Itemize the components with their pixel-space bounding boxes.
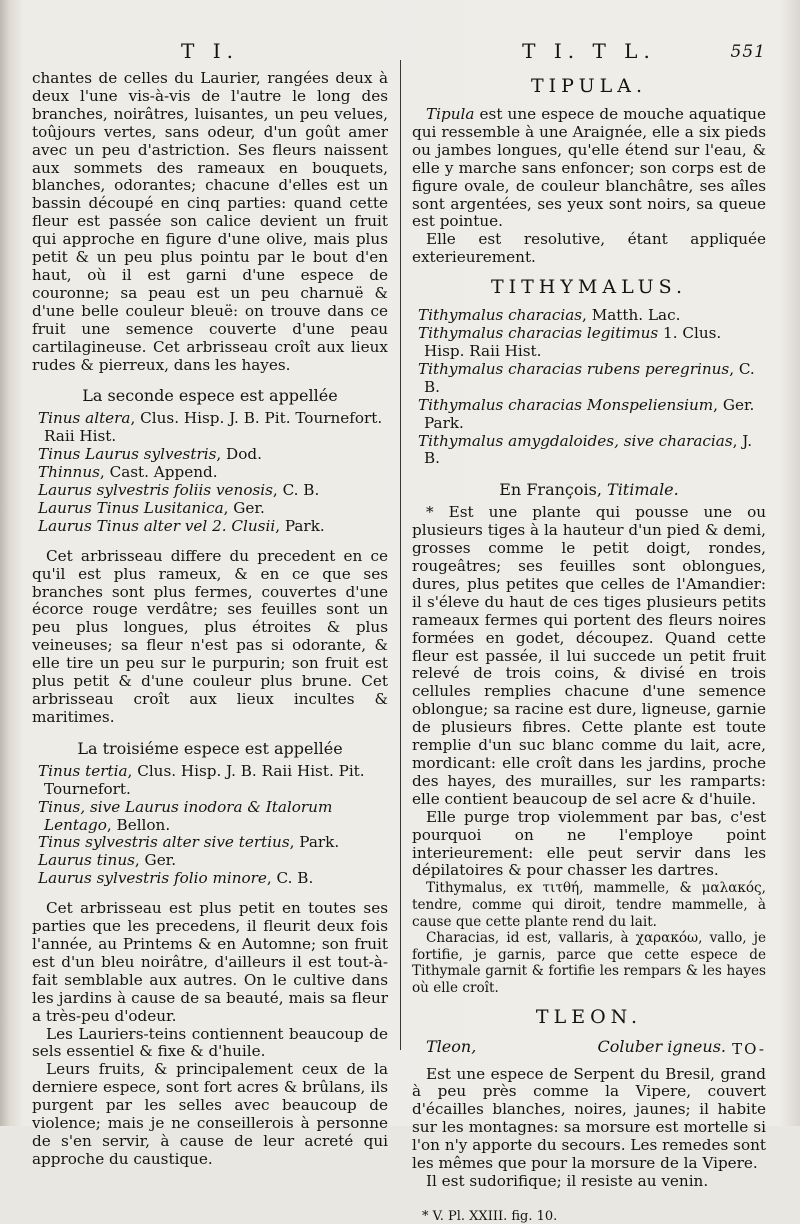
synonym-line: Laurus tinus, Ger. <box>38 851 177 870</box>
tithymalus-synonyms <box>412 307 766 468</box>
tithymalus-etymology-2: Characias, id est, vallaris, à χαρακόω, vallo, je fortifie, je garnis, parce que cette espece de Tithymale garnit & fortifie les rempars & les hayes où elle croît. <box>412 930 766 996</box>
left-column <box>32 36 388 1169</box>
synonym-line: Laurus sylvestris foliis venosis, C. B. <box>38 481 320 500</box>
synonym-list-1 <box>32 410 388 535</box>
heading-tleon: TLEON. <box>535 1005 643 1028</box>
footnote: * V. Pl. XXIII. fig. 10. <box>422 1208 558 1224</box>
tithymalus-paragraph-2: Elle purge trop violemment par bas, c'est pourquoi on ne l'employe point interieurement: elle peut servir dans les dépilatoires & pour chasser les dartres. <box>412 807 766 880</box>
synonym-line: Thinnus, Cast. Append. <box>38 463 218 482</box>
synonym-list-2 <box>32 763 388 888</box>
left-paragraph-4: Les Lauriers-teins contiennent beaucoup de sels essentiel & fixe & d'huile. <box>32 1024 388 1061</box>
tleon-latin: Coluber igneus. <box>597 1036 726 1056</box>
synonym-line: Laurus Tinus alter vel 2. Clusii, Park. <box>38 516 325 535</box>
catchword: TO- <box>732 1040 766 1058</box>
left-paragraph-2: Cet arbrisseau differe du precedent en ce qu'il est plus rameux, & en ce que ses branches sont plus fermes, couvertes d'une écorce rouge verdâtre; ses feuilles sont un peu plus longues, plus étroites & plus veineuses; sa fleur n'est pas si odorante, & elle tire un peu sur le purpurin; son fruit est plus petit & d'une couleur plus brune. Cet arbrisseau croît aux lieux incultes & maritimes. <box>32 546 388 726</box>
tipula-paragraph-2: Elle est resolutive, étant appliquée exterieurement. <box>412 230 766 267</box>
synonym-line: Tithymalus characias legitimus 1. Clus. Hisp. Raii Hist. <box>418 324 722 360</box>
left-paragraph-5: Leurs fruits, & principalement ceux de la derniere espece, sont fort acres & brûlans, ils purgent par les selles avec beaucoup de violence; mais je ne conseillerois à personne de s'en servir, à cause de leur acreté qui approche du caustique. <box>32 1060 388 1168</box>
right-running-head: T I. T L. <box>522 39 656 63</box>
synonym-line: Laurus Tinus Lusitanica, Ger. <box>38 498 265 517</box>
synonym-line: Tithymalus characias rubens peregrinus, C. B. <box>418 359 755 396</box>
column-rule <box>400 60 401 1050</box>
subheading-third-species: La troisiéme espece est appellée <box>77 738 343 758</box>
tleon-names <box>412 1037 766 1056</box>
heading-tipula: TIPULA. <box>530 75 648 97</box>
left-running-head: T I. <box>181 39 239 63</box>
synonym-line: Tithymalus characias Monspeliensium, Ger. Park. <box>418 395 755 432</box>
synonym-line: Tinus altera, Clus. Hisp. J. B. Pit. Tournefort. Raii Hist. <box>38 409 383 446</box>
synonym-line: Laurus sylvestris folio minore, C. B. <box>38 869 314 888</box>
synonym-line: Tinus tertia, Clus. Hisp. J. B. Raii Hist. Pit. Tournefort. <box>38 761 365 798</box>
french-name-line: En François, Titimale. <box>499 480 679 500</box>
page-number: 551 <box>730 42 766 62</box>
tleon-name: Tleon, <box>426 1036 477 1056</box>
right-column <box>412 36 766 1224</box>
heading-tithymalus: TITHYMALUS. <box>490 276 688 299</box>
subheading-second-species: La seconde espece est appellée <box>82 386 338 406</box>
tithymalus-etymology-1: Tithymalus, ex τιτθή, mammelle, & μαλακός, tendre, comme qui diroit, tendre mammelle, à cause que cette plante rend du lait. <box>412 880 766 930</box>
tleon-paragraph-1: Est une espece de Serpent du Bresil, grand à peu près comme la Vipere, couvert d'écailles blanches, noires, jaunes; il habite sur les montagnes: sa morsure est mortelle si l'on n'y apporte du secours. Les remedes sont les mêmes que pour la morsure de la Vipere. <box>412 1064 766 1173</box>
left-paragraph-1: chantes de celles du Laurier, rangées deux à deux l'une vis-à-vis de l'autre le long des branches, noirâtres, luisantes, un peu velues, toûjours vertes, sans odeur, d'un goût amer avec un peu d'astriction. Ses fleurs naissent aux sommets des rameaux en bouquets, blanches, odorantes; chacune d'elles est un bassin découpé en cinq parties: quand cette fleur est passée son calice devient un fruit qui approche en figure d'une olive, mais plus petit & un peu plus pointu par le bout d'en haut, où il est garni d'une espece de couronne; sa peau est un peu charnuë & d'une belle couleur bleuë: on trouve dans ce fruit une semence couverte d'une peau cartilagineuse. Cet arbrisseau croît aux lieux rudes & pierreux, dans les hayes. <box>32 69 388 374</box>
synonym-line: Tinus sylvestris alter sive tertius, Park. <box>38 833 340 852</box>
tipula-term: Tipula <box>426 105 475 123</box>
tipula-paragraph-1: Tipula est une espece de mouche aquatique qui ressemble à une Araignée, elle a six pieds ou jambes longues, qu'elle étend sur l'eau, & elle y marche sans enfoncer; son corps est de figure ovale, de couleur blanchâtre, ses aîles sont argentées, ses yeux sont noirs, sa queue est pointue. <box>412 105 766 231</box>
left-paragraph-3: Cet arbrisseau est plus petit en toutes ses parties que les precedens, il fleurit deux fois l'année, au Printems & en Automne; son fruit est d'un bleu noirâtre, d'ailleurs il est tout-à-fait semblable aux autres. On le cultive dans les jardins à cause de sa beauté, mais sa fleur a très-peu d'odeur. <box>32 899 388 1025</box>
synonym-line: Tinus Laurus sylvestris, Dod. <box>38 445 262 464</box>
tleon-paragraph-2: Il est sudorifique; il resiste au venin. <box>426 1171 709 1190</box>
synonym-line: Tithymalus amygdaloides, sive characias, J. B. <box>418 431 753 468</box>
synonym-line: Tinus, sive Laurus inodora & Italorum Lentago, Bellon. <box>38 797 333 834</box>
synonym-line: Tithymalus characias, Matth. Lac. <box>418 306 681 325</box>
tithymalus-paragraph-1: * Est une plante qui pousse une ou plusieurs tiges à la hauteur d'un pied & demi, grosses comme le petit doigt, rondes, rougeâtres; ses feuilles sont oblongues, dures, plus petites que celles de l'Amandier: il s'éleve du haut de ces tiges plusieurs petits rameaux fermes qui portent des fleurs noires formées en godet, découpez. Quand cette fleur est passée, il lui succede un petit fruit relevé de trois coins, & divisé en trois cellules remplies chacune d'une semence oblongue; sa racine est dure, ligneuse, garnie de plusieurs fibres. Cette plante est toute remplie d'un suc blanc comme du lait, acre, mordicant: elle croît dans les jardins, proche des hayes, des murailles, sur les ramparts: elle contient beaucoup de sel acre & d'huile. <box>412 503 766 808</box>
